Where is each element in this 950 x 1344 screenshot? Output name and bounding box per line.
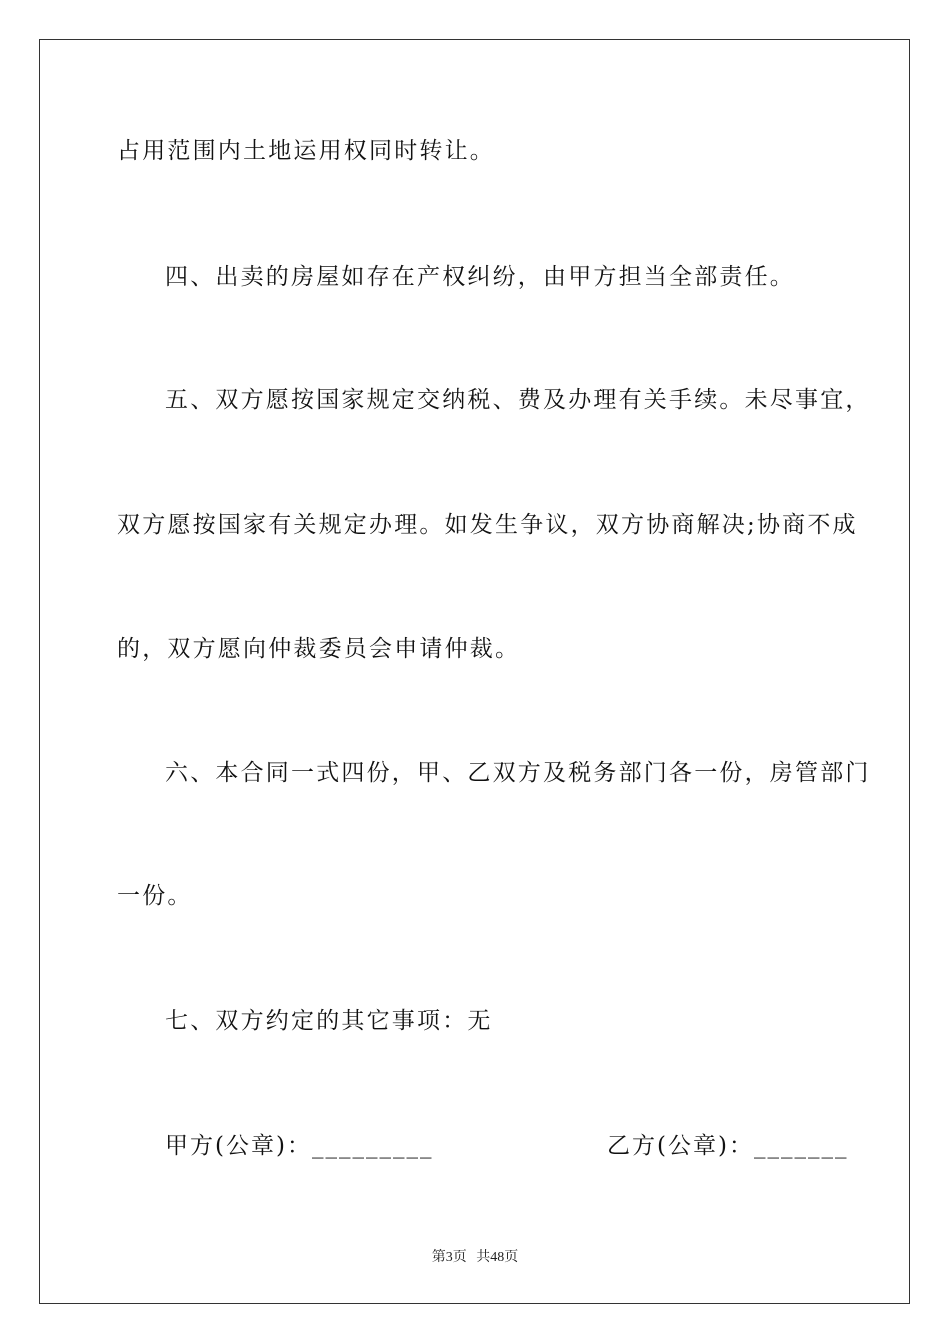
clause-six: 六、本合同一式四份，甲、乙双方及税务部门各一份，房管部门 (165, 760, 871, 786)
clause-seven: 七、双方约定的其它事项：无 (165, 1008, 493, 1034)
paragraph-line: 占用范围内土地运用权同时转让。 (117, 138, 495, 164)
paragraph-line: 的，双方愿向仲裁委员会申请仲裁。 (117, 636, 521, 662)
page-footer (0, 1246, 950, 1266)
page-border (39, 39, 910, 1304)
paragraph-line: 双方愿按国家有关规定办理。如发生争议，双方协商解决;协商不成 (117, 512, 858, 538)
paragraph-line: 一份。 (117, 883, 193, 909)
page-number: 第3页 (431, 1250, 467, 1265)
clause-four: 四、出卖的房屋如存在产权纠纷，由甲方担当全部责任。 (165, 264, 795, 290)
party-a-signature: 甲方(公章)：_________ (165, 1133, 434, 1159)
party-b-signature: 乙方(公章)：_______ (607, 1133, 849, 1159)
clause-five: 五、双方愿按国家规定交纳税、费及办理有关手续。未尽事宜， (165, 387, 871, 413)
total-pages: 共48页 (476, 1250, 519, 1265)
